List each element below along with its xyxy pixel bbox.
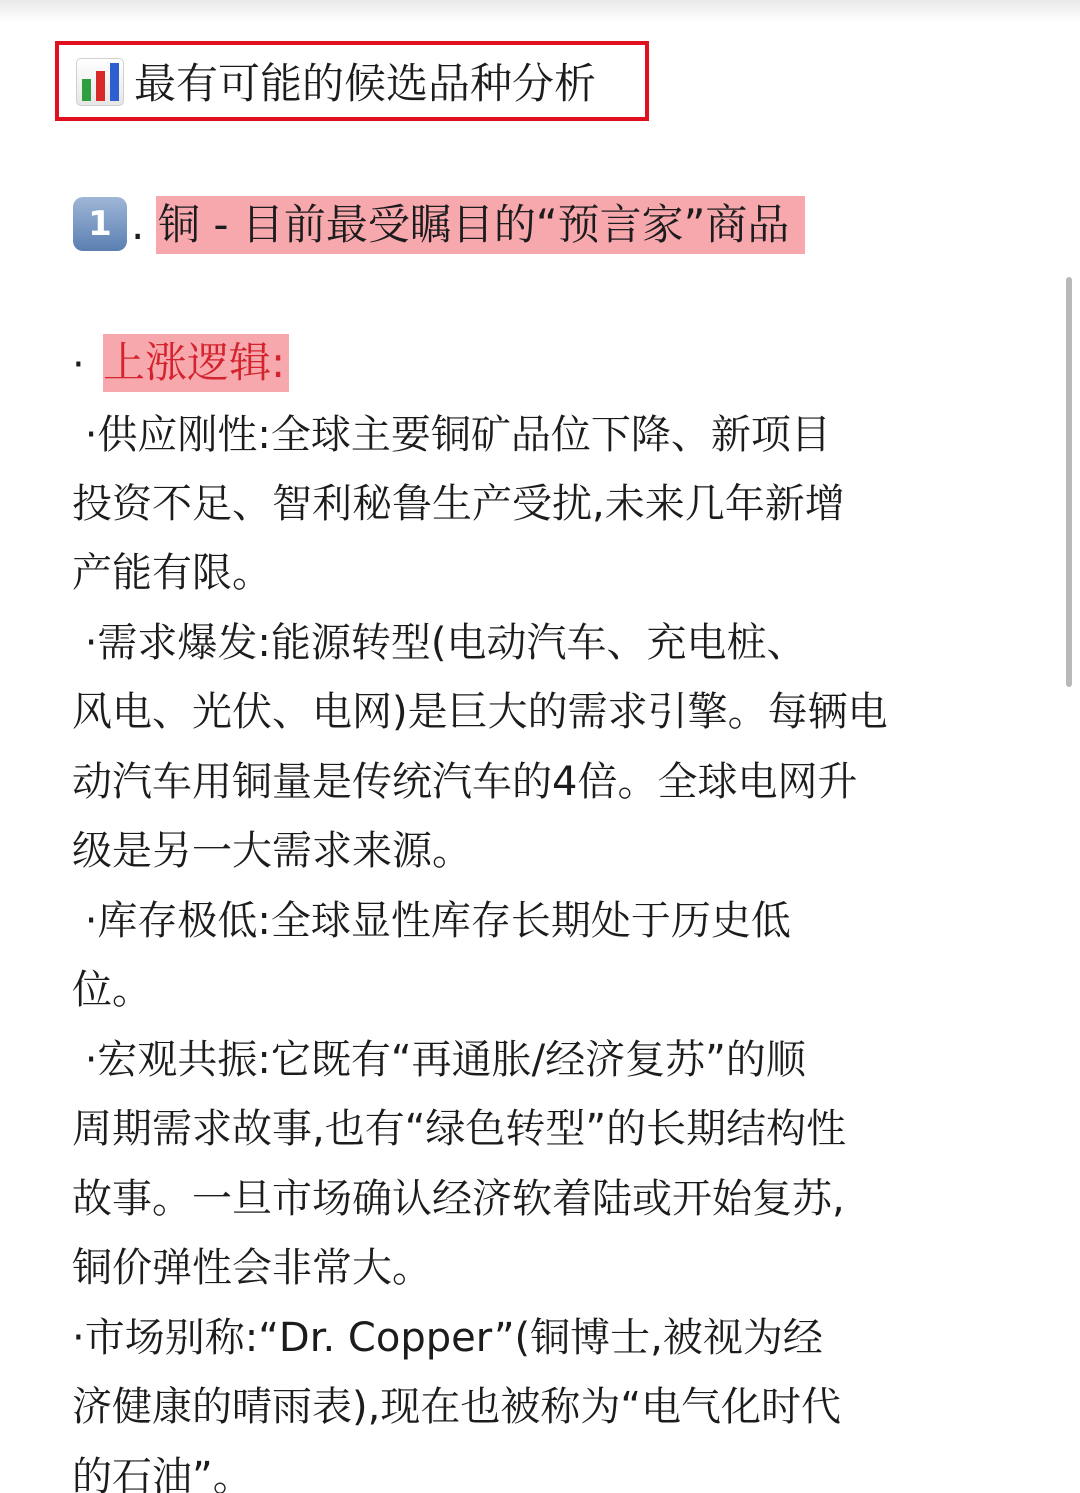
section-heading: 最有可能的候选品种分析 <box>134 59 597 108</box>
body-line: 风电、光伏、电网)是巨大的需求引擎。每辆电 <box>72 689 888 735</box>
body-line: 济健康的晴雨表),现在也被称为“电气化时代 <box>72 1384 842 1430</box>
vertical-scrollbar[interactable] <box>1066 277 1072 687</box>
body-line: 铜价弹性会非常大。 <box>72 1245 432 1291</box>
copper-section-title: 铜 - 目前最受瞩目的“预言家”商品 <box>156 196 805 254</box>
body-line: 投资不足、智利秘鲁生产受扰,未来几年新增 <box>72 481 845 527</box>
body-line: 产能有限。 <box>72 550 272 596</box>
body-line: ·宏观共振:它既有“再通胀/经济复苏”的顺 <box>72 1037 806 1083</box>
rising-logic-label: 上涨逻辑: <box>103 334 289 392</box>
body-line: ·供应刚性:全球主要铜矿品位下降、新项目 <box>72 412 831 458</box>
body-line: 周期需求故事,也有“绿色转型”的长期结构性 <box>72 1106 847 1152</box>
logic-bullet: · <box>72 342 85 388</box>
body-line: 故事。一旦市场确认经济软着陆或开始复苏, <box>72 1176 845 1222</box>
number-one-keycap-icon: 1 <box>73 197 127 251</box>
body-line: 动汽车用铜量是传统汽车的4倍。全球电网升 <box>72 759 858 805</box>
body-line: 的石油”。 <box>72 1454 253 1493</box>
body-line: ·需求爆发:能源转型(电动汽车、充电桩、 <box>72 620 807 666</box>
top-fade <box>0 0 1080 22</box>
bar-chart-icon <box>76 58 124 106</box>
body-line: 级是另一大需求来源。 <box>72 828 472 874</box>
body-line: ·库存极低:全球显性库存长期处于历史低 <box>72 898 791 944</box>
body-line: 位。 <box>72 967 152 1013</box>
body-line: ·市场别称:“Dr. Copper”(铜博士,被视为经 <box>72 1315 823 1361</box>
number-dot: . <box>131 200 145 249</box>
